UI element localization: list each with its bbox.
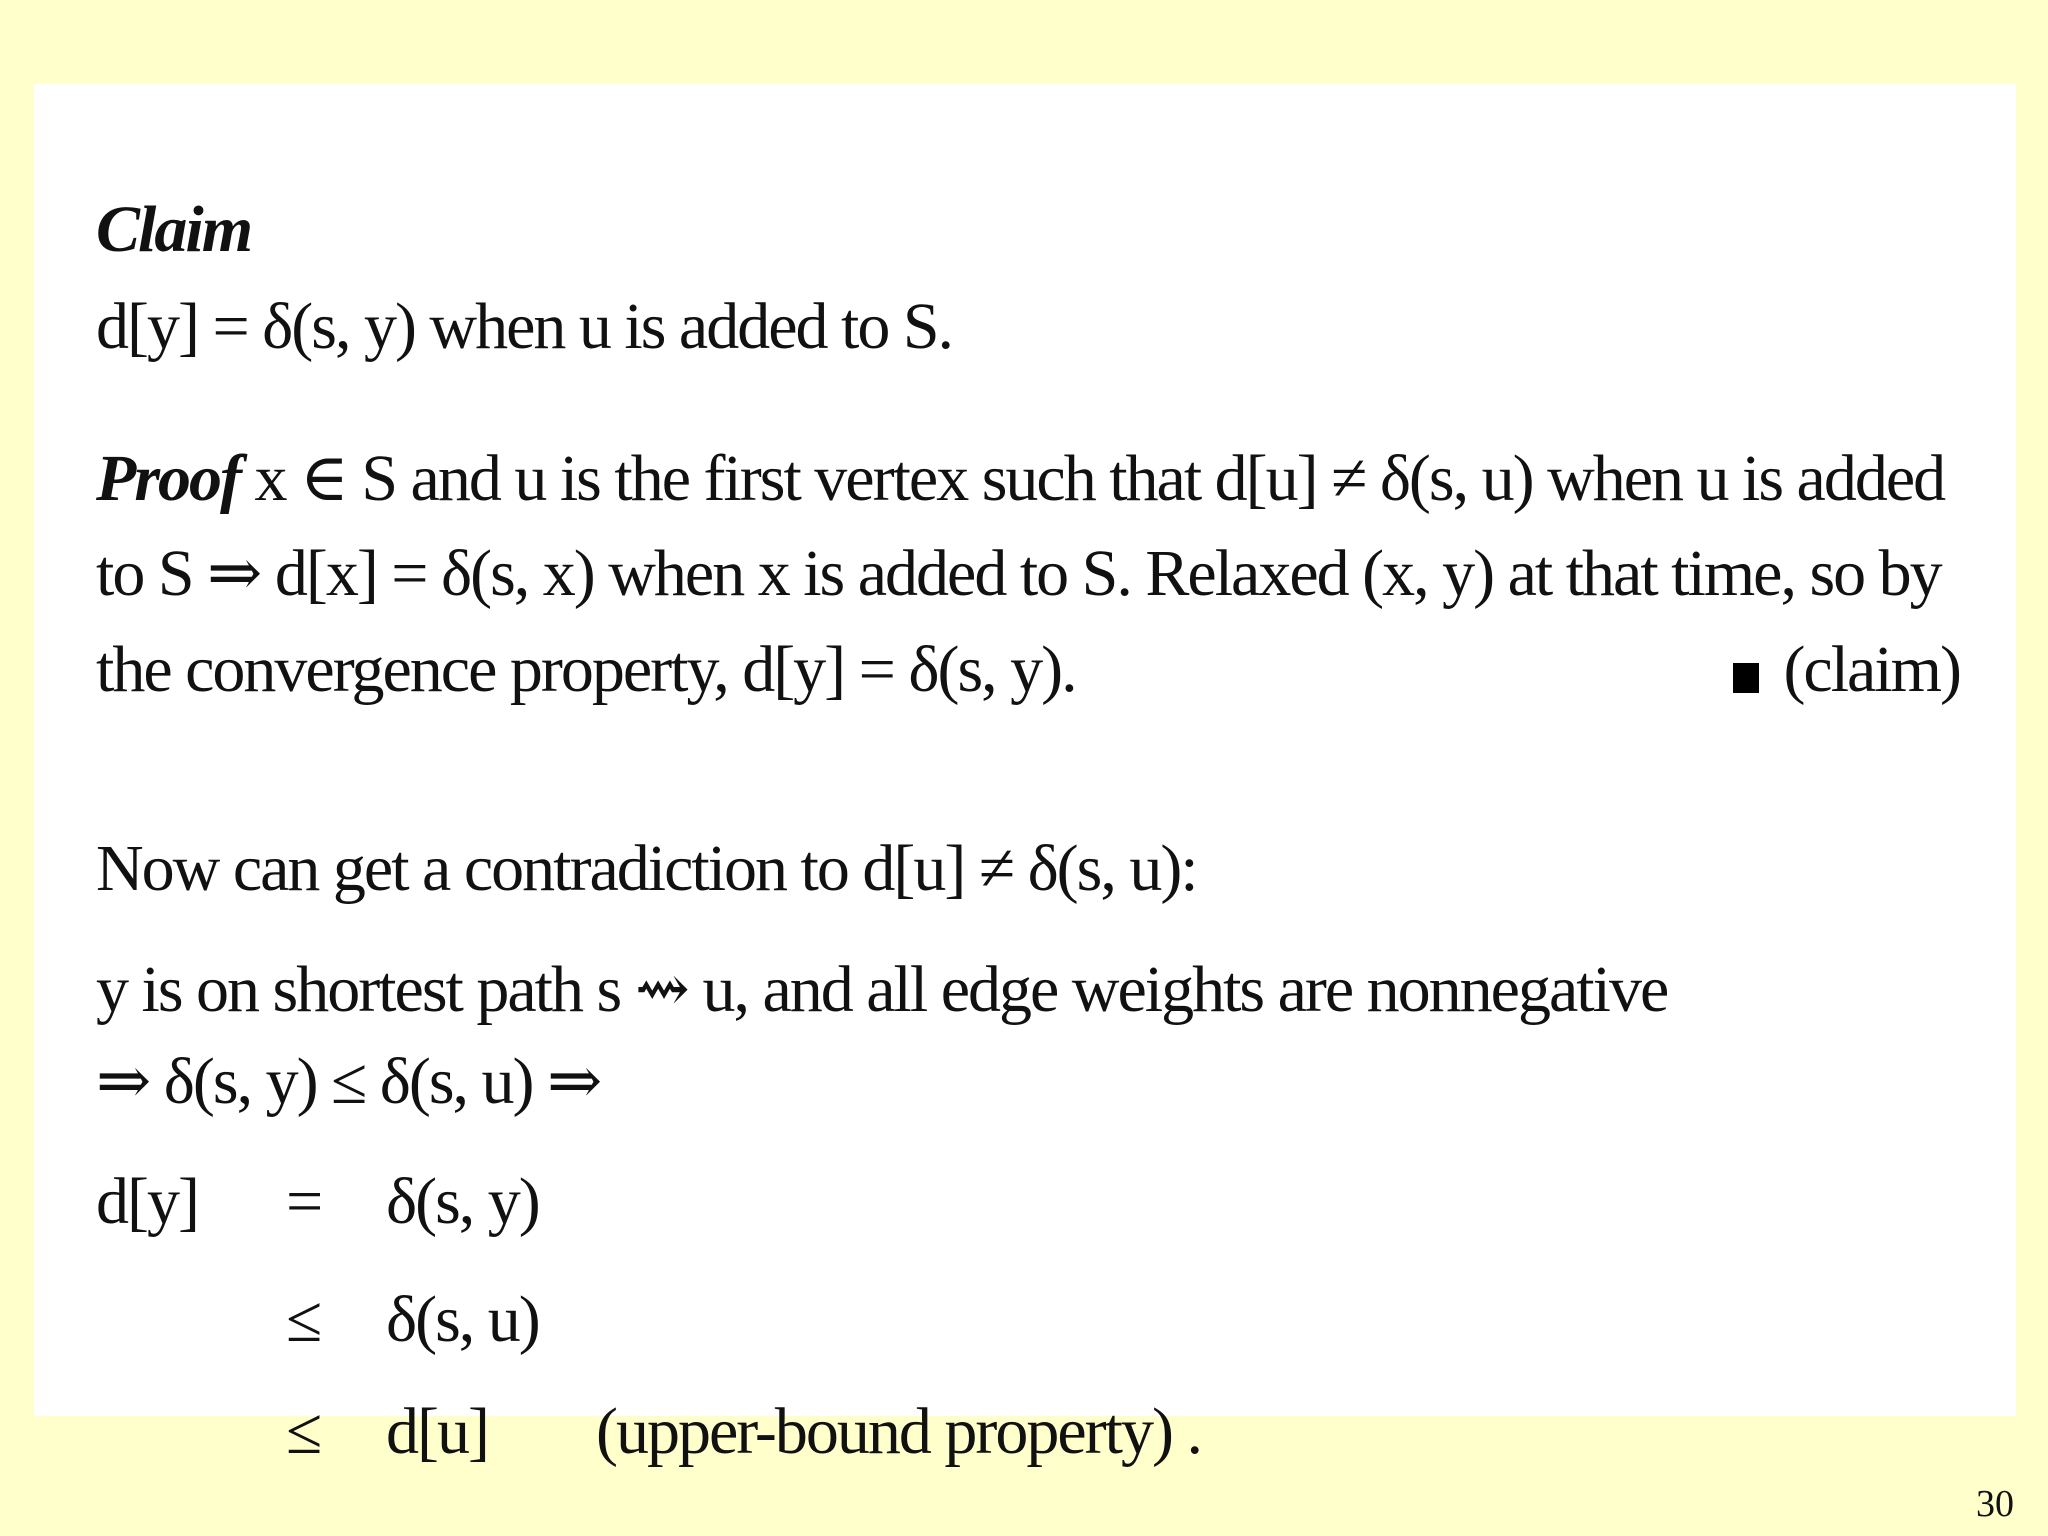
qed-marker (1733, 630, 1960, 710)
proof-label: Proof (96, 442, 240, 515)
contradiction-intro: Now can get a contradiction to d[u] ≠ δ(s, u): (96, 832, 1197, 905)
qed-square-icon (1733, 663, 1759, 693)
equation-row (96, 1280, 1296, 1360)
proof-line-3 (96, 630, 1960, 710)
equation-rhs: δ(s, y) (386, 1165, 539, 1238)
equation-row (96, 1162, 1296, 1242)
equation-relation: = (286, 1165, 322, 1238)
implication-line: ⇒ δ(s, y) ≤ δ(s, u) ⇒ (96, 1045, 601, 1118)
equation-rhs: d[u] (386, 1395, 488, 1468)
equation-lhs: d[y] (96, 1165, 198, 1238)
equation-relation: ≤ (286, 1283, 321, 1356)
slide-content-panel (34, 84, 2016, 1468)
claim-statement: d[y] = δ(s, y) when u is added to S. (96, 290, 953, 363)
equation-note: (upper-bound property) . (596, 1395, 1201, 1468)
path-statement: y is on shortest path s ⇝ u, and all edge weights are nonnegative (96, 953, 1668, 1026)
proof-line-3-text: the convergence property, d[y] = δ(s, y). (96, 633, 1076, 706)
proof-line-1 (96, 439, 1960, 519)
qed-claim-label: (claim) (1783, 633, 1960, 706)
claim-heading: Claim (96, 193, 252, 266)
proof-line-1-content (96, 439, 1944, 519)
proof-line-1-text: x ∈ S and u is the first vertex such that d[u] ≠ δ(s, u) when u is added (254, 442, 1945, 515)
page-number: 30 (1976, 1483, 2014, 1525)
equation-rhs: δ(s, u) (386, 1283, 539, 1356)
equation-relation: ≤ (286, 1395, 321, 1468)
equation-row (96, 1392, 1296, 1472)
proof-line-2: to S ⇒ d[x] = δ(s, x) when x is added to S. Relaxed (x, y) at that time, so by (96, 537, 1941, 610)
